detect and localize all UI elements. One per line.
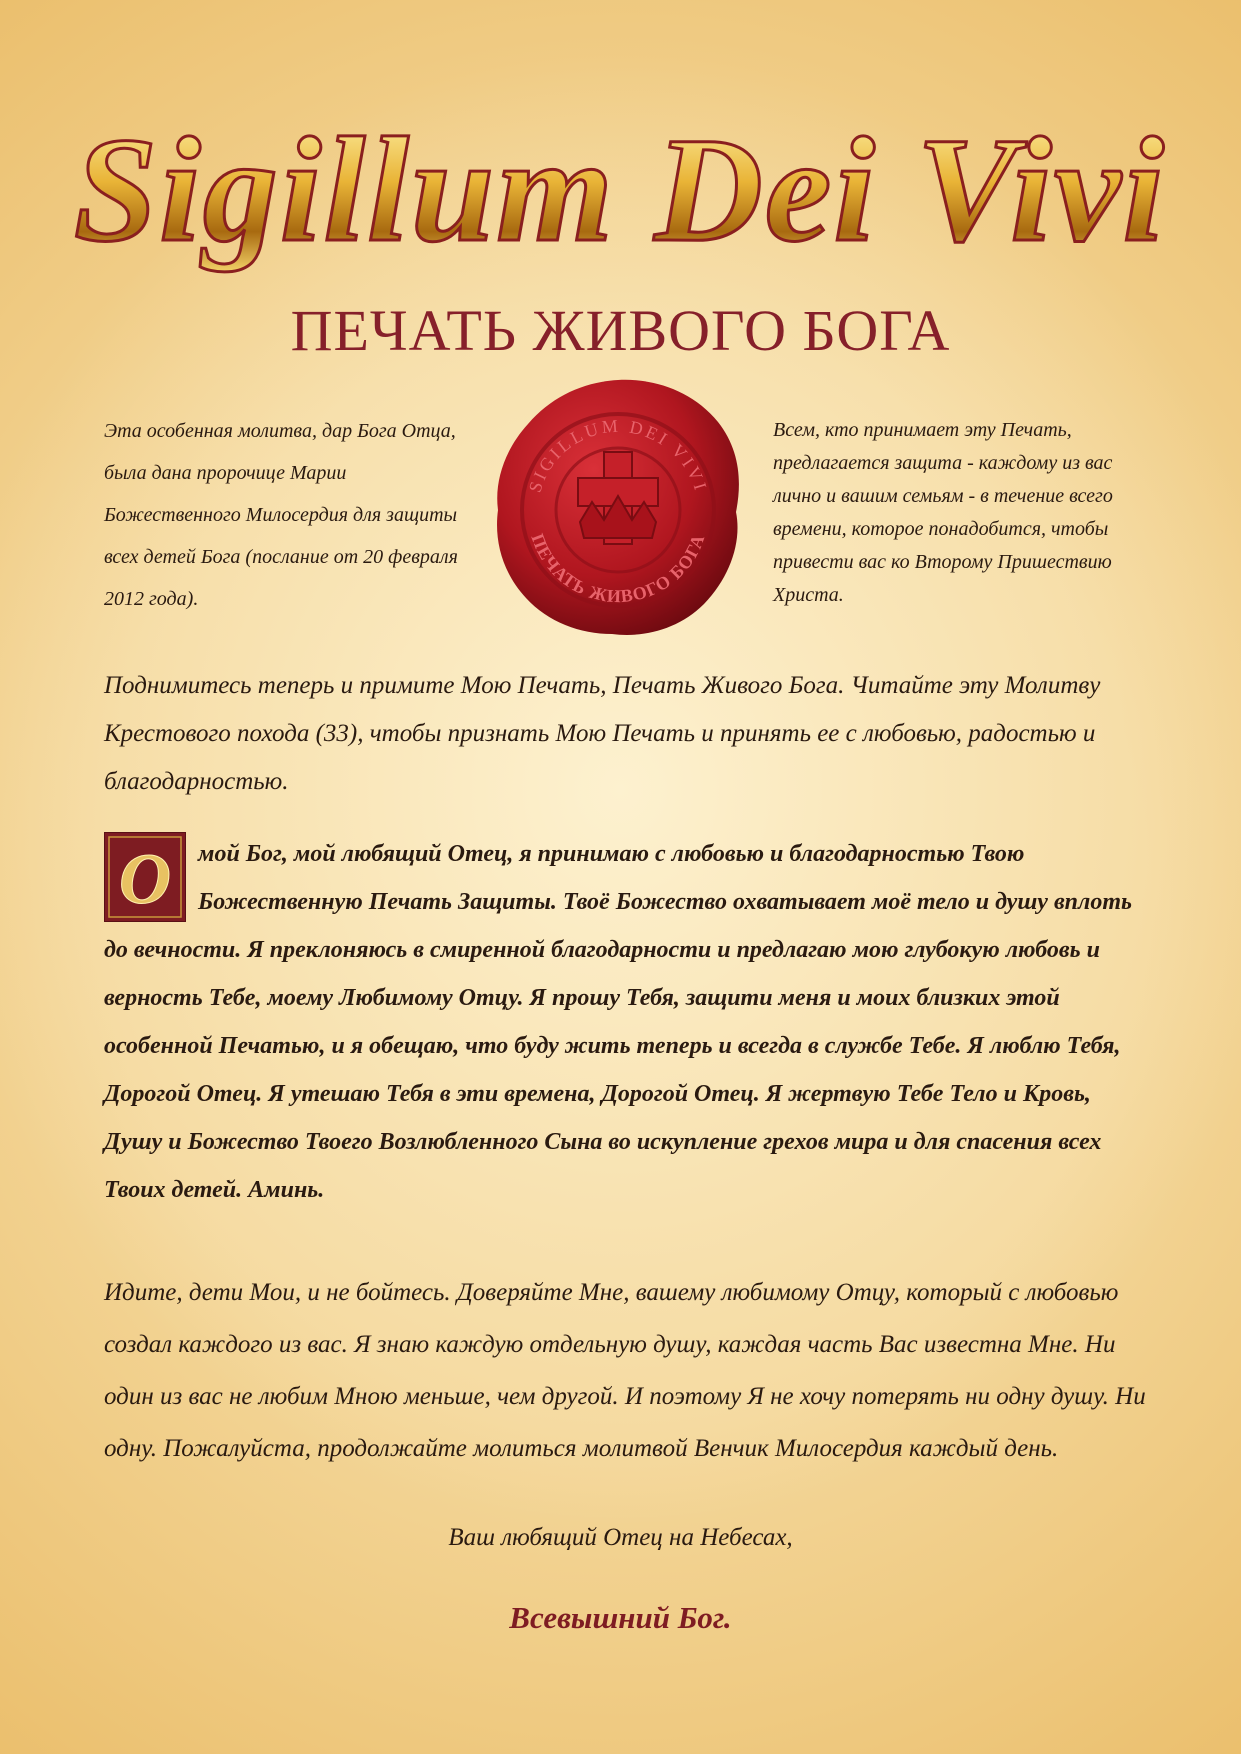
intro-paragraph: Поднимитесь теперь и примите Мою Печать, Печать Живого Бога. Читайте эту Молитву Крестового похода (33), чтобы признать Мою Печать и принять ее с любовью, радостью и благодарностью. <box>104 672 1101 795</box>
wax-seal-image <box>492 372 744 642</box>
prayer-paragraph <box>104 830 1148 1214</box>
prayer-text: мой Бог, мой любящий Отец, я принимаю с любовью и благодарностью Твою Божественную Печать Защиты. Твоё Божество охватывает моё тело и душу вплоть до вечности. Я преклоняюсь в смиренной благодарности и предлагаю мою глубокую любовь и верность Тебе, моему Любимому Отцу. Я прошу Тебя, защити меня и моих близких этой особенной Печатью, и я обещаю, что буду жить теперь и всегда в службе Тебе. Я люблю Тебя, Дорогой Отец. Я утешаю Тебя в эти времена, Дорогой Отец. Я жертвую Тебе Тело и Кровь, Душу и Божество Твоего Возлюбленного Сына во искупление грехов мира и для спасения всех Твоих детей. Аминь. <box>104 841 1132 1203</box>
closing-paragraph: Идите, дети Мои, и не бойтесь. Доверяйте Мне, вашему любимому Отцу, который с любовью создал каждого из вас. Я знаю каждую отдельную душу, каждая часть Вас известна Мне. Ни один из вас не любим Мною меньше, чем другой. И поэтому Я не хочу потерять ни одну душу. Ни одну. Пожалуйста, продолжайте молиться молитвой Венчик Милосердия каждый день. <box>104 1279 1146 1462</box>
title-logo <box>73 70 1167 300</box>
seal-bottom-text: ПЕЧАТЬ ЖИВОГО БОГА <box>527 530 709 607</box>
signature: Всевышний Бог. <box>509 1600 732 1635</box>
page-title: ПЕЧАТЬ ЖИВОГО БОГА <box>290 298 951 363</box>
drop-cap <box>104 832 186 922</box>
left-intro-text: Эта особенная молитва, дар Бога Отца, была дана пророчице Марии Божественного Милосердия для защиты всех детей Бога (послание от 20 февраля 2012 года). <box>104 420 458 610</box>
seal-ring-text: SIGILLUM DEI VIVI <box>524 415 712 495</box>
right-intro-text: Всем, кто принимает эту Печать, предлагается защита - каждому из вас лично и вашим семьям - в течение всего времени, которое понадобится, чтобы привести вас ко Второму Пришествию Христа. <box>773 419 1113 606</box>
svg-text:О: О <box>119 839 171 919</box>
signature-line: Ваш любящий Отец на Небесах, <box>448 1524 793 1551</box>
svg-text:Sigillum Dei Vivi: Sigillum Dei Vivi <box>73 107 1167 273</box>
